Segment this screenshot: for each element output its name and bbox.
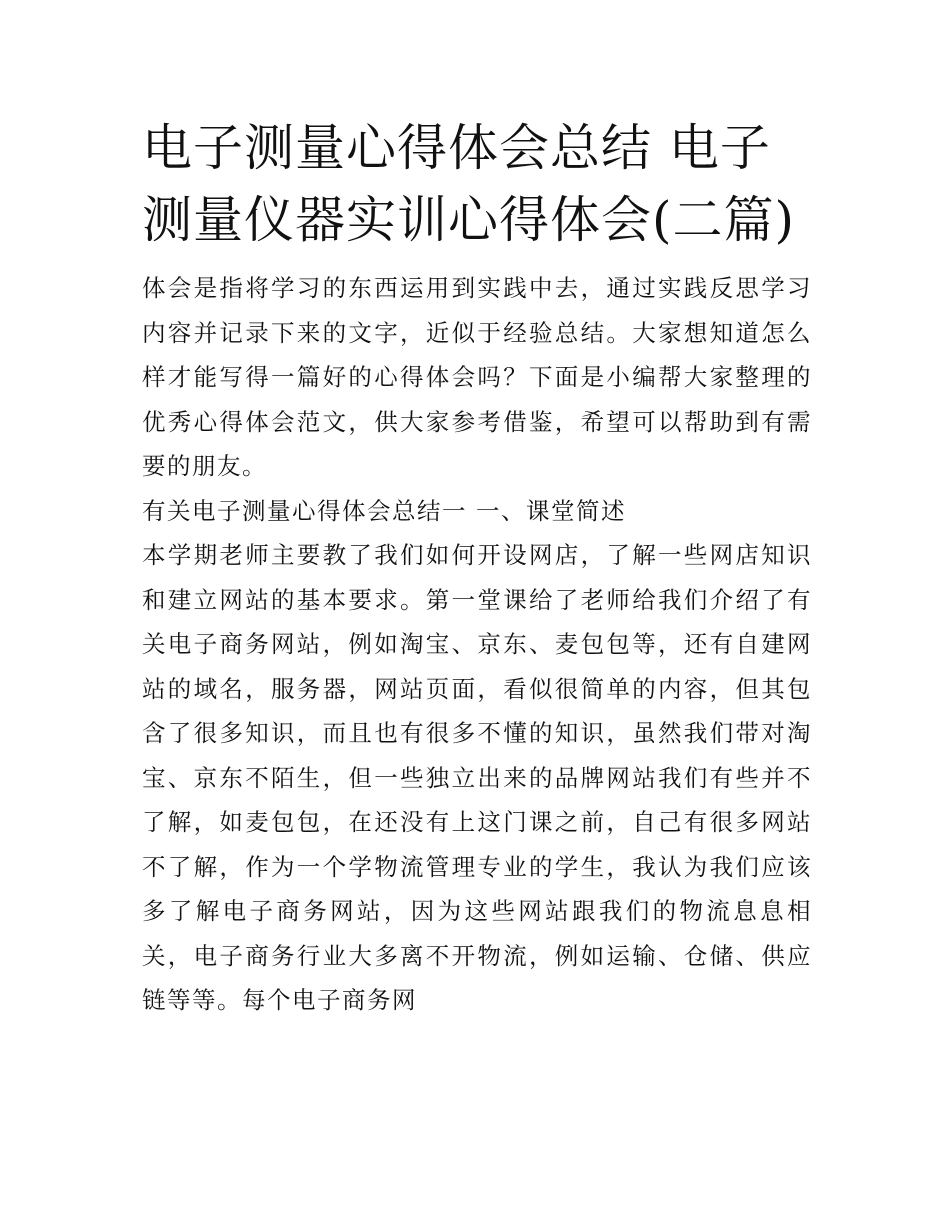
section-heading: 有关电子测量心得体会总结一 一、课堂简述 [142,496,626,525]
body-paragraph: 本学期老师主要教了我们如何开设网店，了解一些网店知识和建立网站的基本要求。第一堂课给了老师给我们介绍了有关电子商务网站，例如淘宝、京东、麦包包等，还有自建网站的域名，服务器，网站页面，看似很简单的内容，但其包含了很多知识，而且也有很多不懂的知识，虽然我们带对淘宝、京东不陌生，但一些独立出来的品牌网站我们有些并不了解，如麦包包，在还没有上这门课之前，自己有很多网站不了解，作为一个学物流管理专业的学生，我认为我们应该多了解电子商务网站，因为这些网站跟我们的物流息息相关，电子商务行业大多离不开物流，例如运输、仓储、供应链等等。每个电子商务网 [142,541,812,1014]
document-title: 电子测量心得体会总结 电子测量仪器实训心得体会(二篇) [142,119,796,249]
intro-paragraph: 体会是指将学习的东西运用到实践中去，通过实践反思学习内容并记录下来的文字，近似于经验总结。大家想知道怎么样才能写得一篇好的心得体会吗？下面是小编帮大家整理的优秀心得体会范文，供大家参考借鉴，希望可以帮助到有需要的朋友。 [142,274,812,480]
document-content [142,112,812,1023]
